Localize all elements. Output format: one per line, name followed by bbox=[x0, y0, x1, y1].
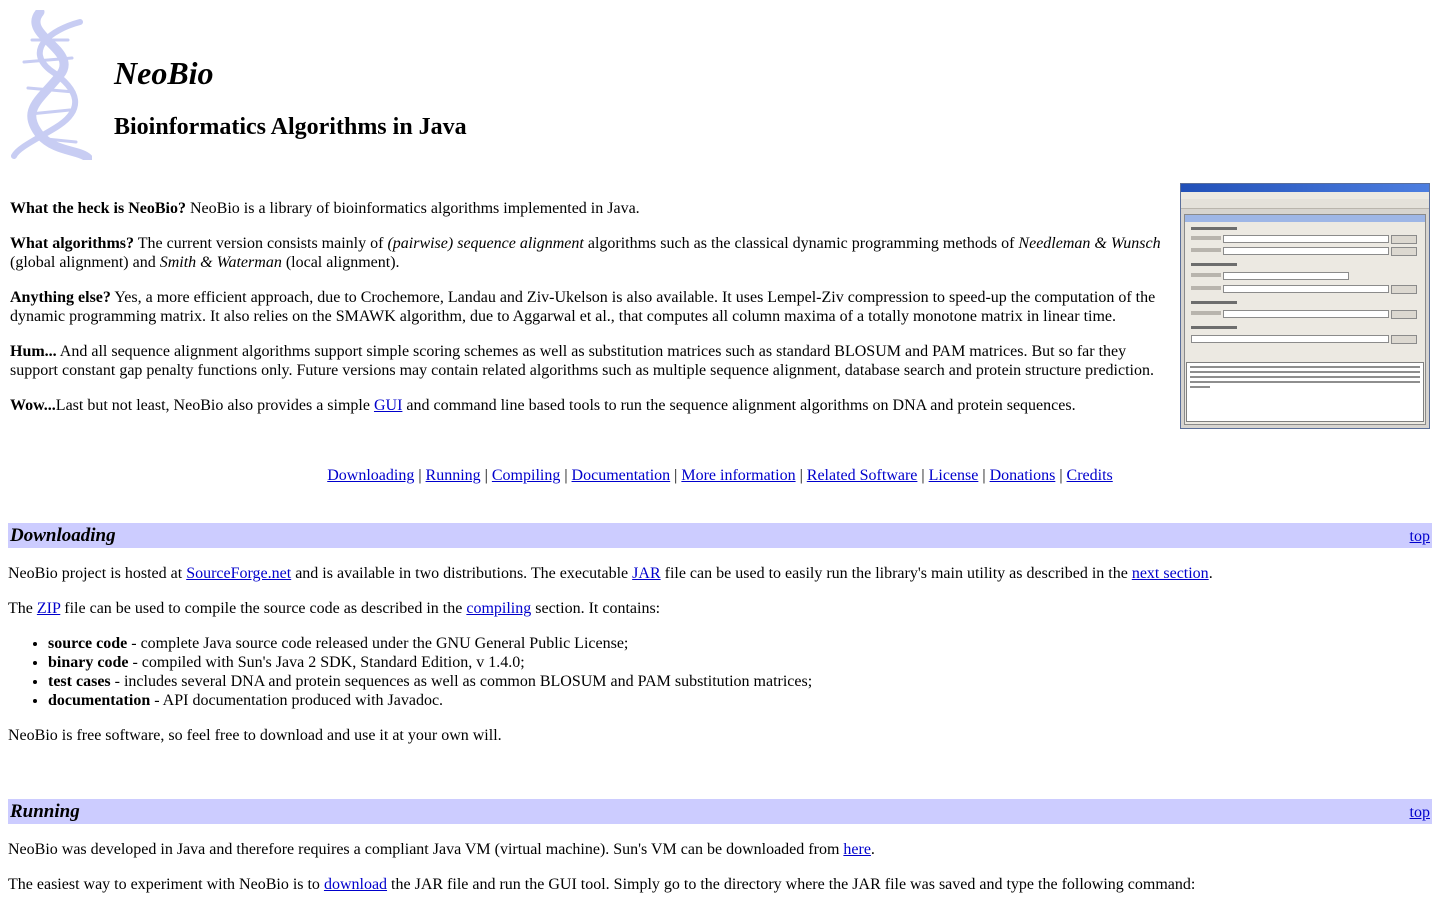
intro-q5 bbox=[10, 396, 1170, 415]
list-item-text: - complete Java source code released under the GNU General Public License; bbox=[127, 635, 629, 652]
downloading-paragraph-3 bbox=[8, 726, 1432, 745]
downloading-text: file can be used to easily run the library's main utility as described in the bbox=[660, 565, 1132, 582]
nav-separator: | bbox=[670, 467, 682, 484]
nav-link-license[interactable]: License bbox=[928, 467, 979, 484]
list-item bbox=[48, 672, 812, 691]
gui-screenshot-thumbnail[interactable] bbox=[1180, 183, 1430, 429]
intro-q5-label: Wow... bbox=[10, 397, 56, 414]
gui-link[interactable]: GUI bbox=[373, 397, 403, 414]
thumb-row bbox=[1191, 285, 1419, 292]
downloading-text: The bbox=[8, 600, 37, 617]
running-top-link[interactable]: top bbox=[1409, 804, 1430, 821]
thumb-section-label bbox=[1191, 301, 1237, 304]
downloading-text: section. It contains: bbox=[531, 600, 661, 617]
jar-link[interactable]: JAR bbox=[632, 565, 661, 582]
running-section-header bbox=[8, 799, 1432, 824]
intro-q2-text: The current version consists mainly of bbox=[134, 235, 388, 252]
intro-q1-text: NeoBio is a library of bioinformatics algorithms implemented in Java. bbox=[186, 200, 640, 217]
intro-q1 bbox=[10, 199, 1170, 218]
thumb-menubar bbox=[1181, 192, 1429, 199]
nav-separator: | bbox=[795, 467, 807, 484]
list-item-text: - includes several DNA and protein sequences as well as common BLOSUM and PAM substitution matrices; bbox=[110, 673, 813, 690]
thumb-row bbox=[1191, 310, 1419, 317]
intro-q4-text: And all sequence alignment algorithms support simple scoring schemes as well as substitution matrices such as standard BLOSUM and PAM matrices. But so far they support constant gap penalty functions only. Future versions may contain related algorithms such as multiple sequence alignment, database search and protein structure prediction. bbox=[10, 343, 1154, 379]
thumb-toolbar bbox=[1181, 199, 1429, 209]
intro-q2-text: (local alignment). bbox=[281, 254, 400, 271]
thumb-section-label bbox=[1191, 227, 1237, 230]
distribution-contents-list bbox=[8, 634, 812, 710]
nav-separator: | bbox=[917, 467, 929, 484]
thumb-row bbox=[1191, 247, 1419, 254]
thumb-output-area bbox=[1186, 362, 1424, 422]
list-item bbox=[48, 634, 812, 653]
downloading-text: file can be used to compile the source code as described in the bbox=[60, 600, 467, 617]
thumb-row bbox=[1191, 272, 1419, 279]
nav-link-more-information[interactable]: More information bbox=[681, 467, 796, 484]
running-paragraph-2 bbox=[8, 875, 1432, 894]
list-item-label: test cases bbox=[48, 673, 111, 690]
page-subtitle: Bioinformatics Algorithms in Java bbox=[114, 114, 467, 140]
download-link[interactable]: download bbox=[323, 876, 388, 893]
nav-link-donations[interactable]: Donations bbox=[989, 467, 1056, 484]
intro-q2-emphasis: Smith & Waterman bbox=[159, 254, 282, 271]
list-item-label: documentation bbox=[48, 692, 151, 709]
nav-link-related-software[interactable]: Related Software bbox=[806, 467, 918, 484]
downloading-text: . bbox=[1208, 565, 1213, 582]
list-item-text: - compiled with Sun's Java 2 SDK, Standard Edition, v 1.4.0; bbox=[128, 654, 525, 671]
intro-q2-text: (global alignment) and bbox=[10, 254, 160, 271]
intro-q1-label: What the heck is NeoBio? bbox=[10, 200, 186, 217]
nav-link-documentation[interactable]: Documentation bbox=[571, 467, 671, 484]
intro-q3 bbox=[10, 288, 1170, 326]
downloading-paragraph-1 bbox=[8, 564, 1432, 583]
nav-separator: | bbox=[480, 467, 492, 484]
intro-section bbox=[10, 199, 1170, 431]
page-title: NeoBio bbox=[114, 55, 214, 91]
dna-helix-icon bbox=[10, 10, 92, 160]
nav-separator: | bbox=[1055, 467, 1067, 484]
next-section-link[interactable]: next section bbox=[1131, 565, 1209, 582]
intro-q2 bbox=[10, 234, 1170, 272]
running-text: NeoBio was developed in Java and therefore requires a compliant Java VM (virtual machine). Sun's VM can be downloaded from bbox=[8, 841, 844, 858]
nav-link-running[interactable]: Running bbox=[425, 467, 481, 484]
running-text: the JAR file and run the GUI tool. Simply go to the directory where the JAR file was saved and type the following command: bbox=[387, 876, 1196, 893]
nav-separator: | bbox=[560, 467, 572, 484]
nav-link-compiling[interactable]: Compiling bbox=[491, 467, 561, 484]
list-item bbox=[48, 691, 812, 710]
sourceforge-link[interactable]: SourceForge.net bbox=[186, 565, 292, 582]
thumb-inner-titlebar bbox=[1185, 215, 1425, 222]
thumb-row bbox=[1191, 335, 1419, 342]
intro-q4-label: Hum... bbox=[10, 343, 57, 360]
list-item bbox=[48, 653, 812, 672]
list-item-label: source code bbox=[48, 635, 128, 652]
nav-separator: | bbox=[978, 467, 990, 484]
intro-q2-emphasis: (pairwise) sequence alignment bbox=[387, 235, 584, 252]
downloading-text: NeoBio project is hosted at bbox=[8, 565, 187, 582]
running-heading: Running bbox=[10, 801, 80, 822]
intro-q3-text: Yes, a more efficient approach, due to Crochemore, Landau and Ziv-Ukelson is also available. It uses Lempel-Ziv compression to speed-up the computation of the dynamic programming matrix. It also relies on the SMAWK algorithm, due to Aggarwal et al., that computes all column maxima of a totally monotone matrix in linear time. bbox=[10, 289, 1156, 325]
thumb-section-label bbox=[1191, 263, 1237, 266]
downloading-text: NeoBio is free software, so feel free to download and use it at your own will. bbox=[8, 727, 502, 744]
java-vm-here-link[interactable]: here bbox=[843, 841, 871, 858]
intro-q5-text: Last but not least, NeoBio also provides a simple bbox=[55, 397, 374, 414]
zip-link[interactable]: ZIP bbox=[36, 600, 61, 617]
thumb-row bbox=[1191, 235, 1419, 242]
downloading-text: and is available in two distributions. The executable bbox=[291, 565, 633, 582]
downloading-section-header bbox=[8, 523, 1432, 548]
downloading-paragraph-2 bbox=[8, 599, 1432, 618]
downloading-heading: Downloading bbox=[10, 525, 116, 546]
nav-link-downloading[interactable]: Downloading bbox=[327, 467, 415, 484]
intro-q3-label: Anything else? bbox=[10, 289, 111, 306]
intro-q4 bbox=[10, 342, 1170, 380]
running-text: . bbox=[870, 841, 875, 858]
nav-separator: | bbox=[414, 467, 426, 484]
downloading-top-link[interactable]: top bbox=[1409, 528, 1430, 545]
compiling-link[interactable]: compiling bbox=[466, 600, 532, 617]
intro-q2-emphasis: Needleman & Wunsch bbox=[1018, 235, 1161, 252]
section-nav bbox=[0, 466, 1440, 485]
thumb-titlebar bbox=[1181, 184, 1429, 192]
running-text: The easiest way to experiment with NeoBio is to bbox=[8, 876, 324, 893]
thumb-section-label bbox=[1191, 326, 1237, 329]
nav-link-credits[interactable]: Credits bbox=[1066, 467, 1113, 484]
running-paragraph-1 bbox=[8, 840, 1432, 859]
intro-q5-text: and command line based tools to run the sequence alignment algorithms on DNA and protein sequences. bbox=[402, 397, 1076, 414]
list-item-text: - API documentation produced with Javadoc. bbox=[150, 692, 444, 709]
intro-q2-label: What algorithms? bbox=[10, 235, 134, 252]
intro-q2-text: algorithms such as the classical dynamic programming methods of bbox=[583, 235, 1019, 252]
list-item-label: binary code bbox=[48, 654, 129, 671]
